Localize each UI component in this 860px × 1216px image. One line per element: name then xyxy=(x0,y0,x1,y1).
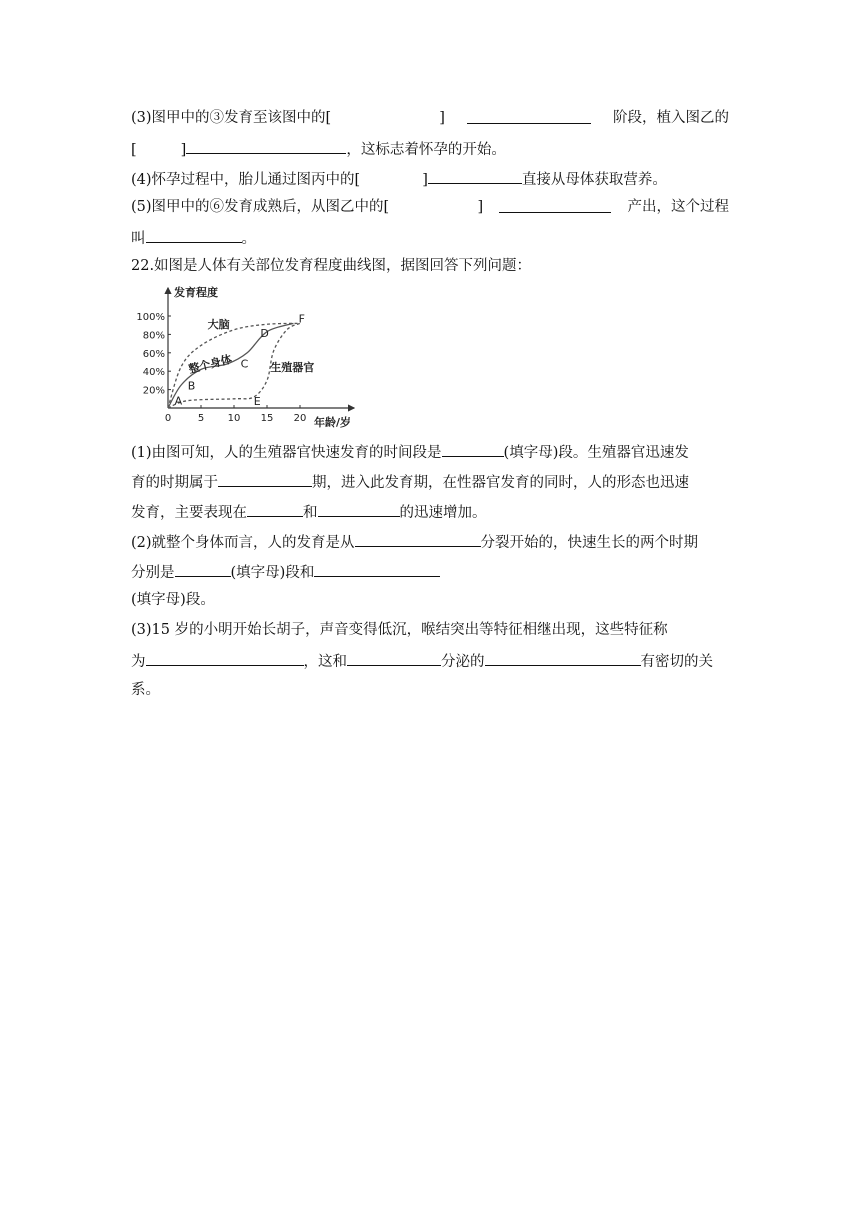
answer-blank[interactable] xyxy=(485,650,641,666)
q22-part3-as: 为 xyxy=(131,654,146,670)
q21-part3-close: ] xyxy=(180,142,187,158)
q22-part1-end: 的迅速增加。 xyxy=(399,505,487,521)
q22-part2-prefix: (2)就整个身体而言，人的发育是从 xyxy=(131,535,355,551)
q22-part2-mid: 分裂开始的，快速生长的两个时期 xyxy=(480,535,699,551)
point-label-a: A xyxy=(174,394,183,408)
x-axis-title: 年龄/岁 xyxy=(314,416,352,429)
q21-part4-prefix: (4)怀孕过程中，胎儿通过图丙中的[ xyxy=(131,172,361,188)
y-tick-label: 80% xyxy=(142,330,165,342)
q21-part4-bracket: ] xyxy=(422,172,428,188)
q22-part1-line1 xyxy=(131,441,689,463)
q22-part2-line1 xyxy=(131,531,698,553)
q21-part5-line2 xyxy=(131,227,256,249)
answer-blank[interactable] xyxy=(347,650,441,666)
q21-part3-line2 xyxy=(131,138,506,160)
x-tick-label: 10 xyxy=(227,413,241,424)
q21-part5-bracket: ] xyxy=(477,199,484,215)
answer-blank[interactable] xyxy=(218,471,312,487)
q21-part5-end: 。 xyxy=(241,231,256,247)
chart-labels xyxy=(175,312,315,408)
q22-part1-line2 xyxy=(131,471,689,493)
q22-part2-fill: (填字母)段和 xyxy=(230,565,315,581)
q22-part1-mid: (填字母)段。生殖器官迅速发 xyxy=(503,445,689,461)
q21-part4-tail: 直接从母体获取营养。 xyxy=(521,172,667,188)
q22-part1-period: 育的时期属于 xyxy=(131,475,218,491)
answer-blank[interactable] xyxy=(314,561,440,577)
point-label-b: B xyxy=(187,379,196,393)
series-label-body: 整个身体 xyxy=(187,352,234,376)
x-tick-label: 0 xyxy=(164,413,172,424)
q22-part2-line2 xyxy=(131,561,440,583)
y-tick-label: 40% xyxy=(142,367,165,379)
answer-blank[interactable] xyxy=(428,168,522,184)
q21-part5-prefix: (5)图甲中的⑥发育成熟后，从图乙中的[ xyxy=(131,199,390,215)
q21-part5-tail: 产出，这个过程 xyxy=(627,199,729,215)
answer-blank[interactable] xyxy=(499,197,611,213)
point-label-e: E xyxy=(253,395,261,409)
q21-part5-call: 叫 xyxy=(131,231,146,247)
x-tick-label: 15 xyxy=(260,413,274,424)
answer-blank[interactable] xyxy=(146,650,304,666)
answer-blank[interactable] xyxy=(186,138,346,154)
q21-part4 xyxy=(131,168,667,190)
answer-blank[interactable] xyxy=(318,501,400,517)
q22-part1-show: 发育，主要表现在 xyxy=(131,505,247,521)
q22-title: 22.如图是人体有关部位发育程度曲线图，据图回答下列问题： xyxy=(131,258,532,274)
x-tick-label: 5 xyxy=(197,413,205,424)
answer-blank[interactable] xyxy=(467,108,591,124)
y-axis-title: 发育程度 xyxy=(174,286,218,299)
answer-blank[interactable] xyxy=(442,441,504,457)
answer-blank[interactable] xyxy=(355,531,481,547)
q22-part3-line3: 系。 xyxy=(131,682,160,698)
answer-blank[interactable] xyxy=(175,561,231,577)
q21-part3-open: [ xyxy=(131,142,137,158)
q22-part3-line2 xyxy=(131,650,713,672)
answer-blank[interactable] xyxy=(247,501,303,517)
answer-blank[interactable] xyxy=(146,227,242,243)
q22-part2-line3: (填字母)段。 xyxy=(131,592,215,608)
q21-part3-tail: ，这标志着怀孕的开始。 xyxy=(346,142,506,158)
q22-part3-this: ，这和 xyxy=(303,654,347,670)
y-tick-label: 20% xyxy=(142,385,165,397)
point-label-f: F xyxy=(298,312,306,326)
q21-part5-line1 xyxy=(131,197,729,217)
y-tick-label: 60% xyxy=(142,348,165,360)
x-tick-label: 20 xyxy=(293,413,307,424)
q22-part1-prefix: (1)由图可知，人的生殖器官快速发育的时间段是 xyxy=(131,445,442,461)
series-label-brain: 大脑 xyxy=(207,317,230,331)
q22-part3-tail: 有密切的关 xyxy=(640,654,713,670)
q21-part3-stage: 阶段，植入图乙的 xyxy=(613,110,729,126)
q21-part3-line1 xyxy=(131,108,729,128)
q21-part3-prefix: (3)图甲中的③发育至该图中的[ xyxy=(131,110,332,126)
series-label-reproductive: 生殖器官 xyxy=(270,361,315,375)
q22-part3-secrete: 分泌的 xyxy=(441,654,485,670)
q22-part3-line1: (3)15 岁的小明开始长胡子，声音变得低沉，喉结突出等特征相继出现，这些特征称 xyxy=(131,622,668,638)
point-label-c: C xyxy=(240,357,249,371)
y-tick-label: 100% xyxy=(136,312,165,323)
q21-part3-bracket: ] xyxy=(439,110,445,126)
q22-part2-are: 分别是 xyxy=(131,565,175,581)
blank-short[interactable] xyxy=(353,108,417,123)
q22-part1-line3 xyxy=(131,501,487,523)
development-chart xyxy=(128,282,368,432)
q22-part1-period-tail: 期，进入此发育期，在性器官发育的同时，人的形态也迅速 xyxy=(312,475,689,491)
q22-part1-and: 和 xyxy=(303,505,318,521)
point-label-d: D xyxy=(260,327,269,341)
